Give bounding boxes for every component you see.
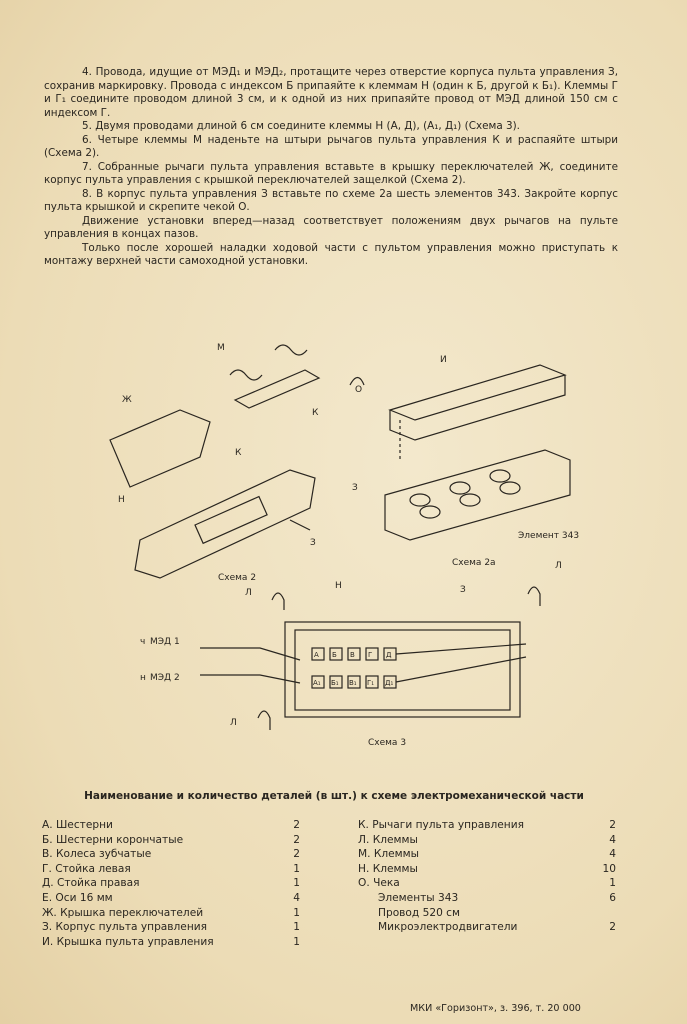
terminal-label: А₁ [313,679,321,687]
switch-cover-zh [110,410,210,487]
label-k1: К [312,408,319,418]
assembly-figures [100,330,620,750]
list-item: Л. Клеммы 4 [358,833,616,846]
label-z3: З [460,585,466,595]
lever-k [235,370,319,408]
paragraph: Движение установки вперед—назад соответствует положениям двух рычагов на пульте управления в концах пазов. [44,214,618,240]
parts-list-left [42,818,300,949]
list-item: М. Клеммы 4 [358,848,616,861]
clip-l [528,587,540,606]
wires [200,644,526,683]
label-o: О [355,385,363,395]
lever-springs [230,345,307,380]
list-item: Е. Оси 16 мм 4 [42,891,300,904]
scheme3-caption: Схема 3 [368,738,407,748]
print-info: МКИ «Горизонт», з. 396, т. 20 000 [410,1003,581,1014]
list-item: К. Рычаги пульта управления 2 [358,819,616,831]
list-item: А. Шестерни 2 [42,819,300,831]
label-k2: К [235,448,242,458]
list-item: Провод 520 см [378,906,460,919]
med2-prefix: н [140,673,146,683]
terminal-label: А [314,651,319,659]
button-panel [195,497,267,544]
clip-l [258,711,270,730]
instructions-text [44,66,618,269]
med1-prefix: ч [140,637,146,647]
terminal-label: Б₁ [331,679,339,687]
paragraph: 7. Собранные рычаги пульта управления вставьте в крышку переключателей Ж, соедините корпус пульта управления с крышкой переключателей защелкой (Схема 2). [44,160,618,186]
parts-list-title: Наименование и количество деталей (в шт.) к схеме электромеханической части [84,790,584,802]
label-n1: Н [118,495,125,505]
list-item: В. Колеса зубчатые 2 [42,848,300,861]
element-label: Элемент 343 [518,531,580,541]
terminal-label: Г₁ [367,679,375,687]
label-l3: Л [230,718,237,728]
scheme2-caption: Схема 2 [218,573,257,583]
scheme2a-caption: Схема 2а [452,558,496,568]
terminal-label: В [350,651,355,659]
paragraph: Только после хорошей наладки ходовой части с пультом управления можно приступать к монтажу верхней части самоходной установки. [44,241,618,267]
clip-l [272,593,284,610]
paragraph: 8. В корпус пульта управления З вставьте по схеме 2а шесть элементов 343. Закройте корпус пульта крышкой и скрепите чекой О. [44,187,618,213]
batteries [410,470,520,518]
paragraph: 6. Четыре клеммы М наденьте на штыри рычагов пульта управления К и распаяйте штыри (Схема 2). [44,133,618,159]
battery-case [385,450,570,540]
terminal-label: Д [386,651,392,659]
list-item: Н. Клеммы 10 [358,862,616,875]
terminal-label: В₁ [349,679,357,687]
list-item: Г. Стойка левая 1 [42,862,300,875]
label-m: М [217,343,225,353]
paragraph: 4. Провода, идущие от МЭД₁ и МЭД₂, протащите через отверстие корпуса пульта управления З, сохранив маркировку. Провода с индексом Б припаяйте к клеммам Н (один к Б, другой к Б₁). Клеммы Г и Г₁ соедините проводом длиной 3 см, и к одной из них припаяйте провод от МЭД длиной 150 см с индексом Г. [44,66,618,119]
list-item: Д. Стойка правая 1 [42,877,300,890]
terminal-label: Б [332,651,337,659]
list-item: Элементы 343 6 [378,891,616,904]
label-l2: Л [555,561,562,571]
label-zh: Ж [122,395,132,405]
terminal-label: Д₁ [385,679,394,687]
label-z2: З [352,483,358,493]
label-z1: З [310,538,316,548]
label-n2: Н [335,581,342,591]
assembly-diagram [100,330,620,750]
med2-label: МЭД 2 [150,673,180,683]
label-l1: Л [245,588,252,598]
terminal-label: Г [368,651,373,659]
parts-list-right [358,818,616,935]
list-item: З. Корпус пульта управления 1 [42,921,300,934]
remote-body-z [135,470,315,578]
list-item: И. Крышка пульта управления 1 [42,935,300,948]
remote-body-outline [285,622,520,717]
lid-i [390,365,565,440]
list-item: Микроэлектродвигатели 2 [378,921,616,934]
label-i: И [440,355,447,365]
med1-label: МЭД 1 [150,637,180,647]
paragraph: 5. Двумя проводами длиной 6 см соедините клеммы Н (А, Д), (А₁, Д₁) (Схема 3). [82,120,520,132]
list-item: Б. Шестерни корончатые 2 [42,833,300,846]
list-item: Ж. Крышка переключателей 1 [42,906,300,919]
list-item: О. Чека 1 [358,877,616,890]
